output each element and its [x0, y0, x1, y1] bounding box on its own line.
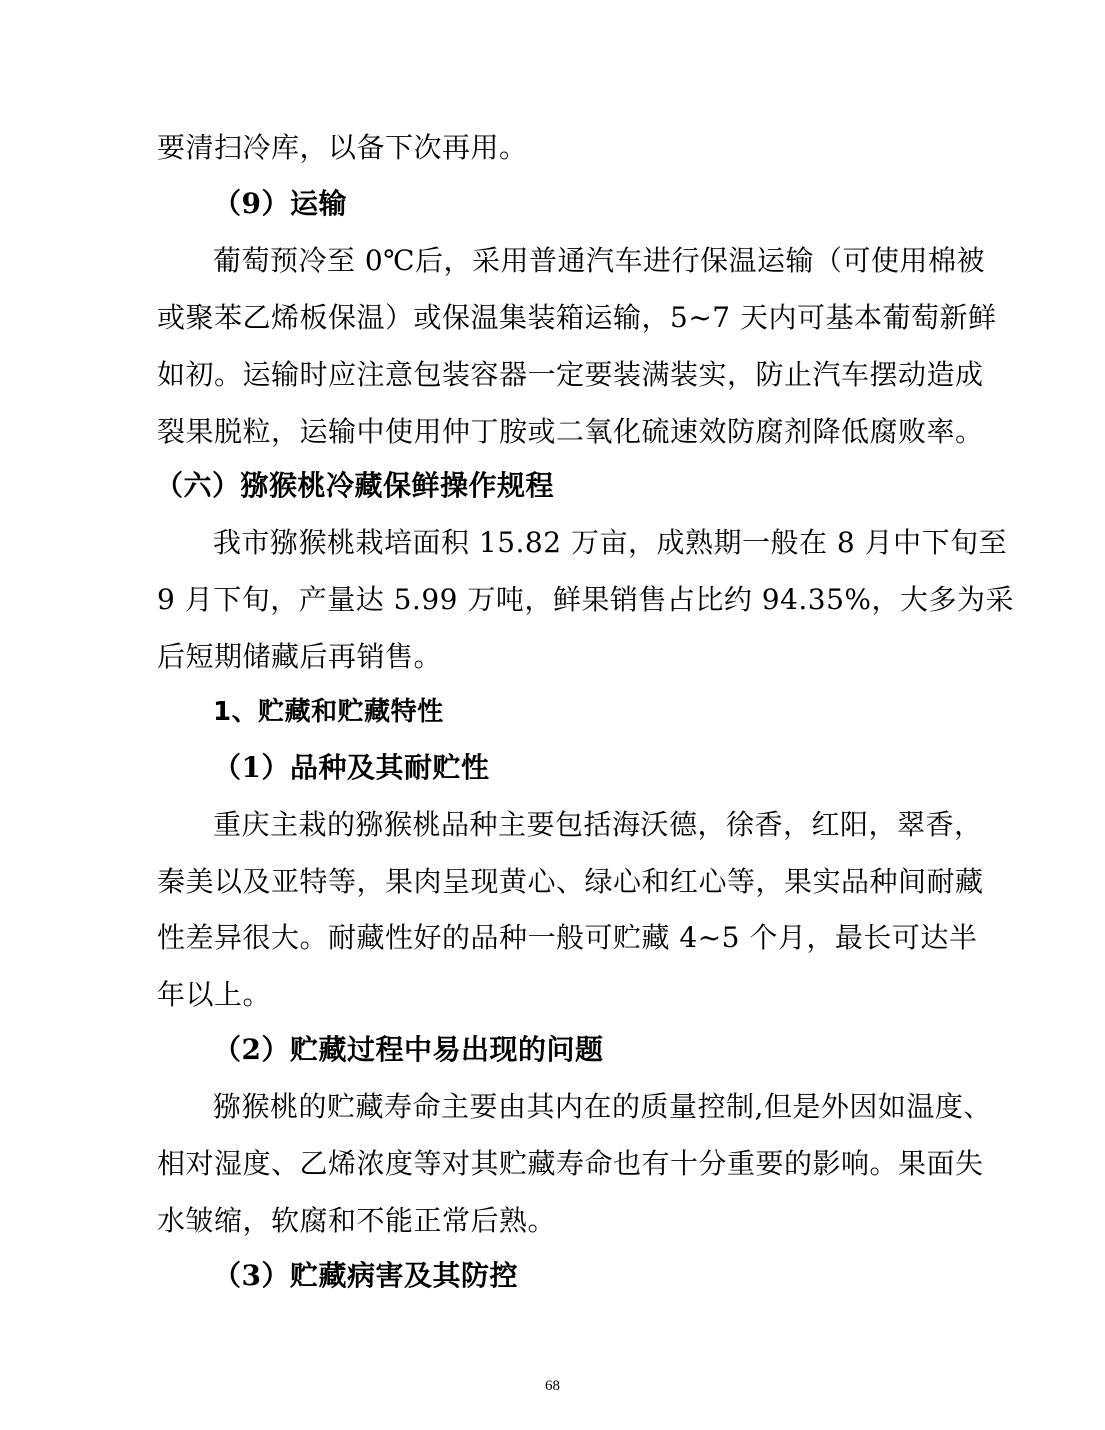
paragraph-line: 猕猴桃的贮藏寿命主要由其内在的质量控制,但是外因如温度、 — [213, 1090, 992, 1123]
section-heading-storage-problems: （2）贮藏过程中易出现的问题 — [213, 1033, 604, 1066]
section-heading-transport: （9）运输 — [213, 187, 347, 220]
paragraph-line: 后短期储藏后再销售。 — [157, 640, 443, 673]
section-heading-storage-diseases: （3）贮藏病害及其防控 — [213, 1259, 518, 1292]
paragraph-line: 相对湿度、乙烯浓度等对其贮藏寿命也有十分重要的影响。果面失 — [157, 1147, 984, 1180]
paragraph-line: 我市猕猴桃栽培面积 15.82 万亩，成熟期一般在 8 月中下旬至 — [213, 526, 1008, 559]
paragraph-line: 性差异很大。耐藏性好的品种一般可贮藏 4~5 个月，最长可达半 — [157, 921, 978, 954]
paragraph-line: 年以上。 — [157, 978, 272, 1011]
paragraph-line: 要清扫冷库，以备下次再用。 — [157, 131, 528, 164]
paragraph-line: 水皱缩，软腐和不能正常后熟。 — [157, 1204, 557, 1237]
paragraph-line: 或聚苯乙烯板保温）或保温集装箱运输，5~7 天内可基本葡萄新鲜 — [157, 301, 997, 334]
chapter-heading-kiwifruit: （六）猕猴桃冷藏保鲜操作规程 — [155, 469, 555, 502]
paragraph-line: 重庆主栽的猕猴桃品种主要包括海沃德，徐香，红阳，翠香， — [213, 808, 983, 841]
paragraph-line: 如初。运输时应注意包装容器一定要装满装实，防止汽车摆动造成 — [157, 358, 984, 391]
page-number: 68 — [545, 1378, 560, 1394]
paragraph-line: 裂果脱粒，运输中使用仲丁胺或二氧化硫速效防腐剂降低腐败率。 — [157, 415, 984, 448]
section-heading-varieties: （1）品种及其耐贮性 — [213, 751, 490, 784]
subheading-storage-characteristics: 1、贮藏和贮藏特性 — [213, 697, 444, 727]
paragraph-line: 葡萄预冷至 0℃后，采用普通汽车进行保温运输（可使用棉被 — [213, 244, 986, 277]
paragraph-line: 9 月下旬，产量达 5.99 万吨，鲜果销售占比约 94.35%，大多为采 — [157, 583, 1015, 616]
paragraph-line: 秦美以及亚特等，果肉呈现黄心、绿心和红心等，果实品种间耐藏 — [157, 865, 984, 898]
